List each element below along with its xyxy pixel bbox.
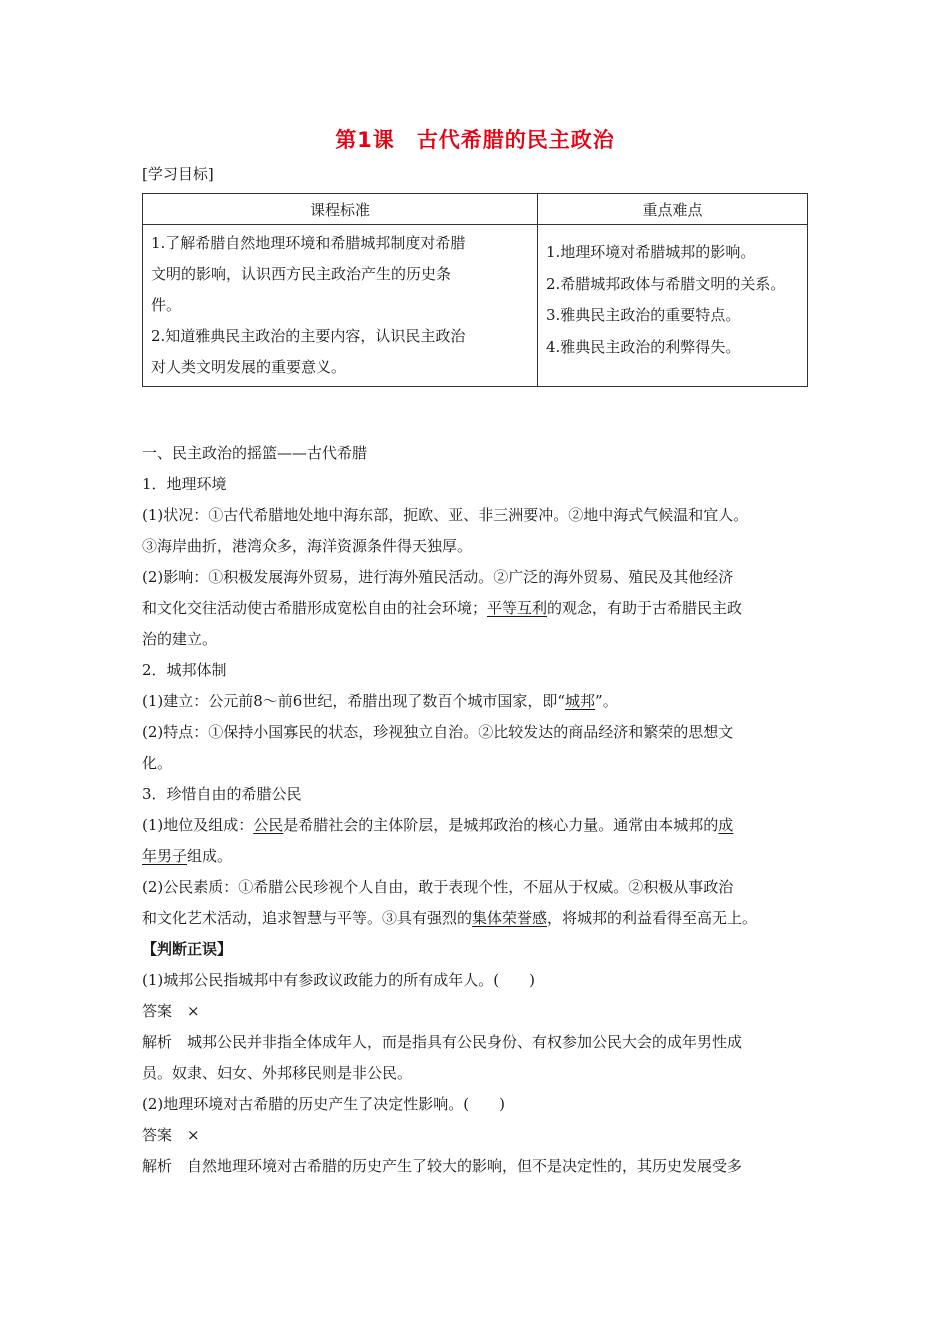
paragraph-text: ”。: [595, 692, 618, 710]
paragraph-line: 治的建立。: [142, 630, 218, 648]
judge-heading: 【判断正误】: [142, 940, 233, 958]
paragraph-text: 和文化艺术活动，追求智慧与平等。③具有强烈的: [142, 909, 473, 927]
standard-line: 件。: [151, 296, 182, 314]
answer-1: [142, 996, 814, 1027]
paragraph-line: [142, 903, 814, 934]
table-header-key-points: 重点难点: [538, 194, 808, 225]
paragraph-line: [142, 686, 814, 717]
answer-value: ×: [187, 1126, 200, 1144]
explanation-2: [142, 1151, 814, 1182]
standard-line: 对人类文明发展的重要意义。: [151, 358, 347, 376]
paragraph-text: 组成。: [187, 847, 233, 865]
paragraph-text: 是希腊社会的主体阶层，是城邦政治的核心力量。通常由本城邦的: [283, 816, 719, 834]
subheading-citizens: 3．珍惜自由的希腊公民: [142, 785, 302, 803]
paragraph-text: 和文化交往活动使古希腊形成宽松自由的社会环境；: [142, 599, 488, 617]
paragraph-text: (1)地位及组成：: [142, 816, 254, 834]
answer-2: [142, 1120, 814, 1151]
key-point-item: 4.雅典民主政治的利弊得失。: [546, 337, 741, 356]
learning-goals-label: [学习目标]: [142, 165, 214, 183]
underlined-term: 城邦: [565, 692, 596, 710]
standard-line: 1.了解希腊自然地理环境和希腊城邦制度对希腊: [151, 234, 466, 252]
curriculum-table: [142, 193, 808, 387]
key-point-item: 3.雅典民主政治的重要特点。: [546, 306, 741, 324]
table-header-standard: 课程标准: [143, 194, 538, 225]
explanation-1: [142, 1027, 814, 1058]
key-points-cell: [538, 225, 808, 387]
paragraph-line: (2)公民素质：①希腊公民珍视个人自由，敢于表现个性，不屈从于权威。②积极从事政治: [142, 878, 734, 896]
underlined-term: 集体荣誉感: [472, 909, 548, 927]
standard-line: 文明的影响，认识西方民主政治产生的历史条: [151, 265, 452, 283]
paragraph-line: 化。: [142, 754, 173, 772]
paragraph-text: 的观念，有助于古希腊民主政: [547, 599, 743, 617]
explanation-label: 解析: [142, 1033, 173, 1051]
explanation-1-cont: 员。奴隶、妇女、外邦移民则是非公民。: [142, 1064, 413, 1082]
lesson-title-text: 古代希腊的民主政治: [416, 128, 615, 152]
explanation-label: 解析: [142, 1157, 173, 1175]
subheading-city-state: 2．城邦体制: [142, 661, 227, 679]
underlined-term: 公民: [253, 816, 284, 834]
underlined-term: 平等互利: [487, 599, 548, 617]
standard-line: 2.知道雅典民主政治的主要内容，认识民主政治: [151, 327, 466, 345]
key-point-item: 2.希腊城邦政体与希腊文明的关系。: [546, 274, 786, 293]
lesson-content: [142, 438, 814, 1182]
answer-value: ×: [187, 1002, 200, 1020]
underlined-term: 年男子: [142, 847, 188, 865]
underlined-term: 成: [718, 816, 734, 834]
answer-label: 答案: [142, 1126, 173, 1144]
lesson-number: 第1课: [335, 128, 395, 152]
paragraph-line: (2)影响：①积极发展海外贸易，进行海外殖民活动。②广泛的海外贸易、殖民及其他经济: [142, 568, 734, 586]
lesson-title: [0, 124, 950, 154]
explanation-text: 自然地理环境对古希腊的历史产生了较大的影响，但不是决定性的，其历史发展受多: [187, 1157, 743, 1175]
paragraph-line: ③海岸曲折，港湾众多，海洋资源条件得天独厚。: [142, 537, 473, 555]
explanation-text: 城邦公民并非指全体成年人，而是指具有公民身份、有权参加公民大会的成年男性成: [187, 1033, 743, 1051]
paragraph-line: (2)特点：①保持小国寡民的状态，珍视独立自治。②比较发达的商品经济和繁荣的思想文: [142, 723, 734, 741]
standard-cell: [143, 225, 538, 387]
answer-label: 答案: [142, 1002, 173, 1020]
paragraph-line: [142, 593, 814, 624]
paragraph-text: ，将城邦的利益看得至高无上。: [547, 909, 758, 927]
paragraph-line: [142, 500, 814, 531]
subheading-geography: 1．地理环境: [142, 475, 227, 493]
paragraph-line: [142, 810, 814, 841]
key-point-item: 1.地理环境对希腊城邦的影响。: [546, 243, 756, 261]
paragraph-text: (1)建立：公元前8～前6世纪，希腊出现了数百个城市国家，即“: [142, 692, 566, 710]
section-heading: 一、民主政治的摇篮——古代希腊: [142, 444, 368, 462]
paragraph-text: (1)状况：①古代希腊地处地中海东部，扼欧、亚、非三洲要冲。②地中海式气候温和宜人。: [142, 506, 749, 524]
paragraph-line: [142, 841, 814, 872]
question-1: (1)城邦公民指城邦中有参政议政能力的所有成年人。( ): [142, 971, 535, 989]
question-2: (2)地理环境对古希腊的历史产生了决定性影响。( ): [142, 1095, 505, 1113]
